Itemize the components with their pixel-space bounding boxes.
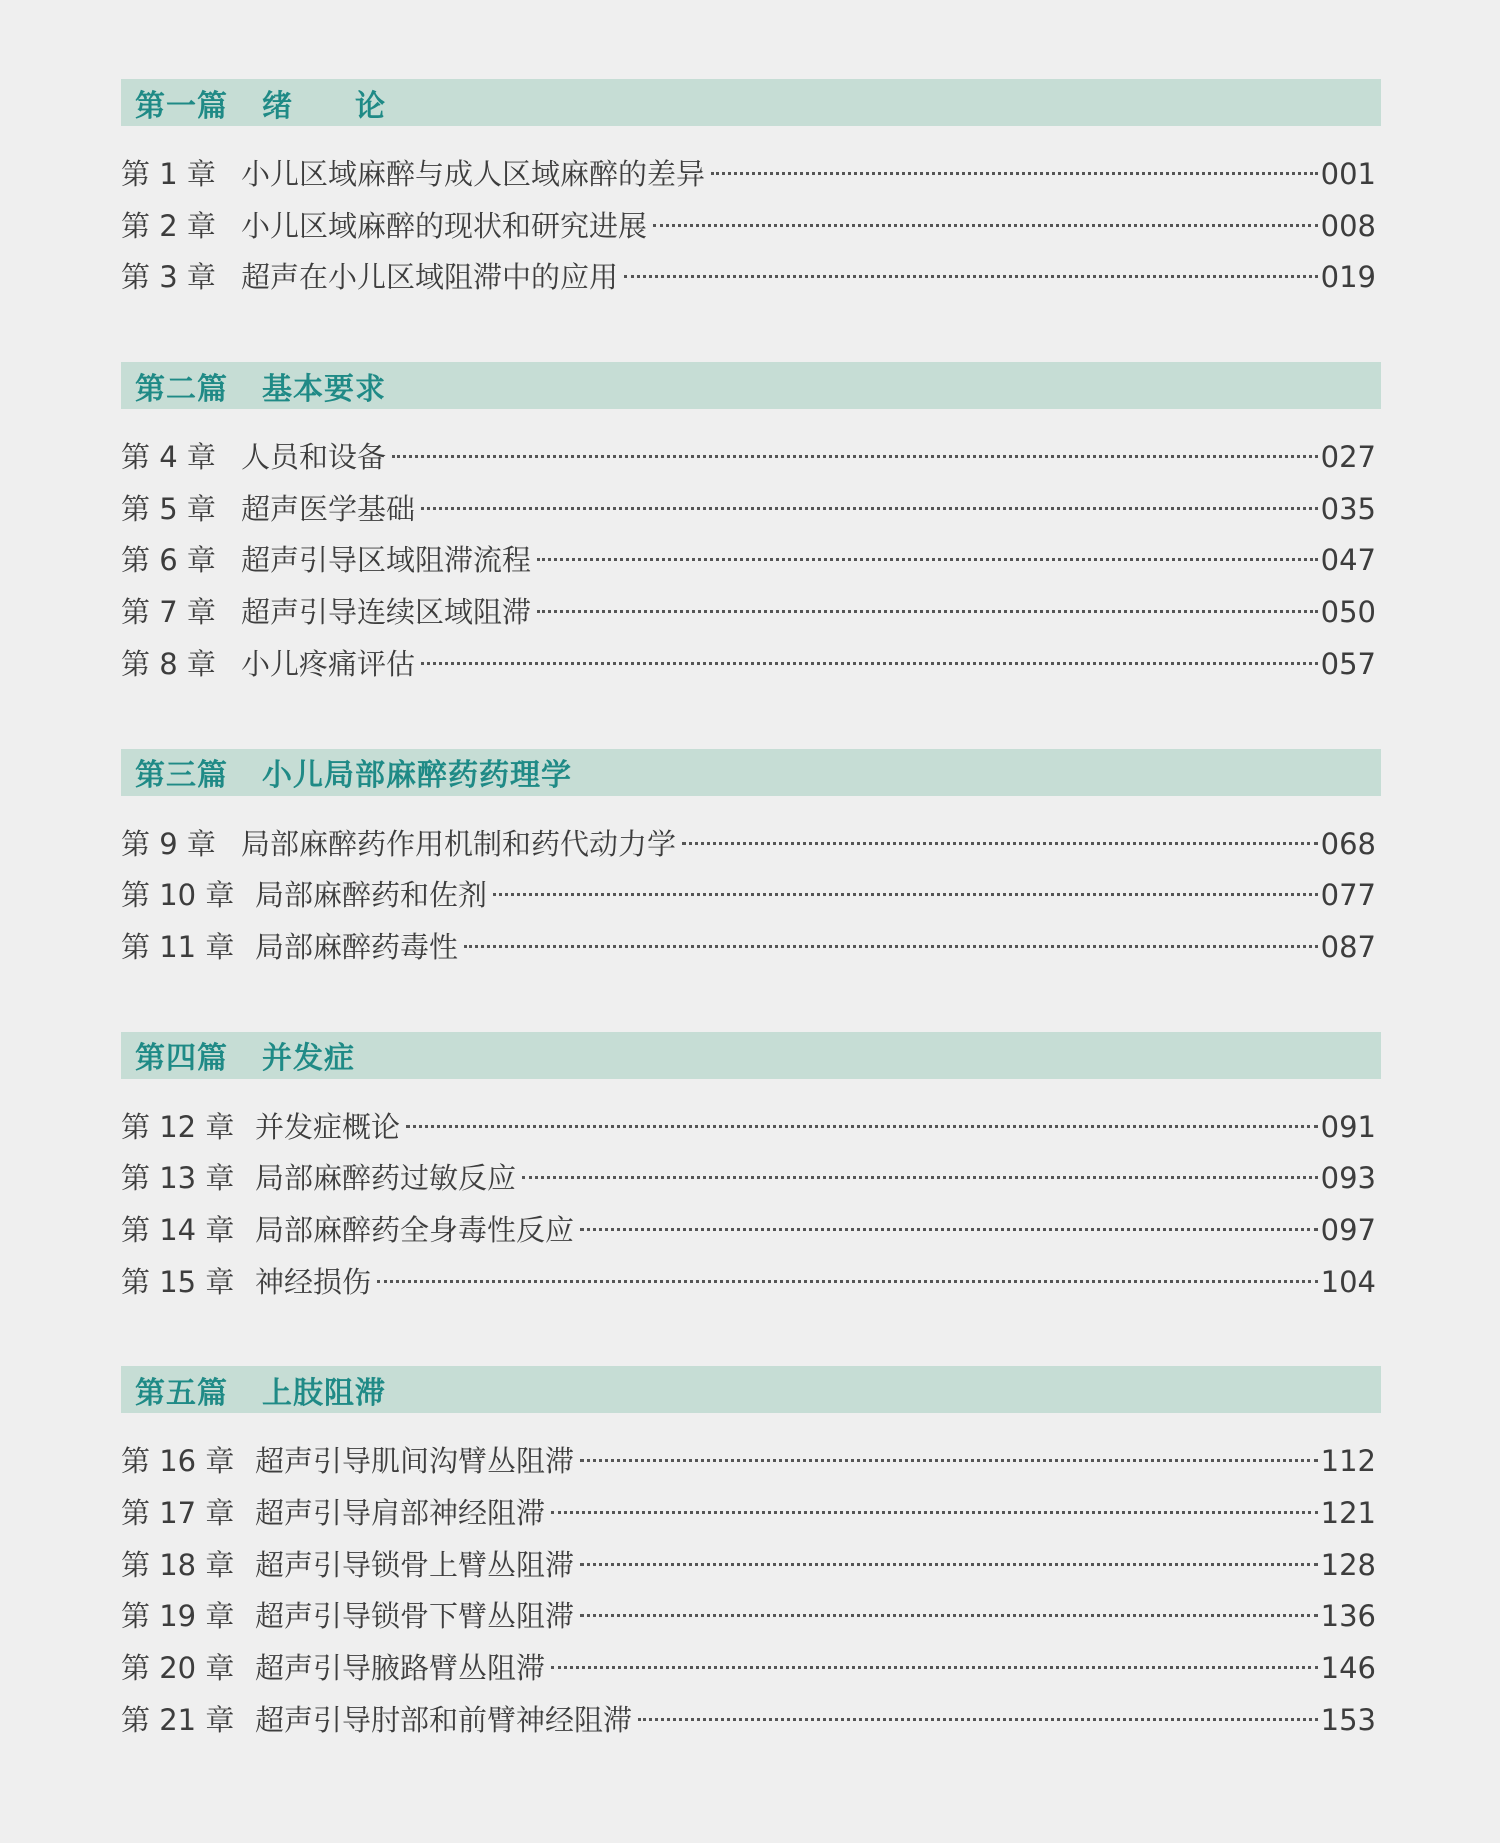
part-header (121, 79, 1381, 126)
chapter-title: 人员和设备 (241, 440, 387, 475)
dot-leader (493, 893, 1318, 896)
part-header (121, 1032, 1381, 1079)
part-number: 第二篇 (135, 371, 228, 407)
page-number: 104 (1320, 1264, 1376, 1299)
dot-leader (377, 1280, 1318, 1283)
page-number: 128 (1320, 1547, 1376, 1582)
chapter-title: 超声引导肘部和前臂神经阻滞 (255, 1702, 633, 1737)
chapter-title: 超声引导肌间沟臂丛阻滞 (255, 1444, 575, 1479)
page-number: 097 (1320, 1212, 1376, 1247)
part-1 (121, 79, 1381, 307)
chapter-number: 第 6 章 (121, 543, 216, 578)
dot-leader (580, 1228, 1318, 1231)
chapter-entry[interactable] (121, 1208, 1376, 1260)
part-2 (121, 362, 1381, 693)
page-number: 146 (1320, 1651, 1376, 1686)
chapter-entry[interactable] (121, 1698, 1376, 1750)
chapter-title: 超声在小儿区域阻滞中的应用 (241, 260, 619, 295)
dot-leader (580, 1563, 1318, 1566)
chapter-title: 并发症概论 (255, 1109, 401, 1144)
dot-leader (653, 224, 1318, 227)
chapter-entry[interactable] (121, 255, 1376, 307)
chapter-title: 局部麻醉药全身毒性反应 (255, 1212, 575, 1247)
dot-leader (682, 842, 1318, 845)
dot-leader (580, 1459, 1318, 1462)
chapter-number: 第 9 章 (121, 826, 216, 861)
part-title: 基本要求 (262, 371, 386, 407)
dot-leader (537, 610, 1318, 613)
page-number: 019 (1320, 260, 1376, 295)
chapter-entry[interactable] (121, 487, 1376, 539)
chapter-entry[interactable] (121, 1156, 1376, 1208)
part-number: 第五篇 (135, 1375, 228, 1411)
chapter-title: 超声引导锁骨下臂丛阻滞 (255, 1599, 575, 1634)
chapter-entry[interactable] (121, 642, 1376, 694)
part-3 (121, 749, 1381, 977)
page-number: 112 (1320, 1444, 1376, 1479)
chapter-title: 超声引导肩部神经阻滞 (255, 1496, 546, 1530)
chapter-list (121, 1079, 1381, 1312)
chapter-title: 小儿疼痛评估 (241, 646, 416, 681)
chapter-number: 第 15 章 (121, 1264, 235, 1299)
chapter-title: 局部麻醉药和佐剂 (255, 878, 488, 913)
chapter-title: 超声引导腋路臂丛阻滞 (255, 1651, 546, 1686)
chapter-title: 超声引导锁骨上臂丛阻滞 (255, 1547, 575, 1582)
page-number: 050 (1320, 595, 1376, 630)
chapter-entry[interactable] (121, 925, 1376, 977)
dot-leader (551, 1666, 1318, 1669)
chapter-number: 第 2 章 (121, 208, 216, 243)
chapter-entry[interactable] (121, 1491, 1376, 1543)
chapter-title: 局部麻醉药毒性 (255, 929, 459, 964)
page-number: 136 (1320, 1599, 1376, 1634)
dot-leader (638, 1718, 1318, 1721)
chapter-number: 第 1 章 (121, 157, 216, 191)
chapter-entry[interactable] (121, 590, 1376, 642)
dot-leader (537, 558, 1318, 561)
part-4 (121, 1032, 1381, 1312)
chapter-title: 超声引导区域阻滞流程 (241, 543, 532, 578)
chapter-number: 第 11 章 (121, 929, 235, 964)
page-number: 091 (1320, 1109, 1376, 1144)
dot-leader (421, 662, 1318, 665)
dot-leader (406, 1125, 1318, 1128)
part-number: 第四篇 (135, 1041, 228, 1077)
chapter-title: 超声医学基础 (241, 491, 416, 526)
chapter-number: 第 5 章 (121, 491, 216, 526)
chapter-title: 神经损伤 (255, 1264, 372, 1299)
dot-leader (624, 275, 1318, 278)
chapter-entry[interactable] (121, 1594, 1376, 1646)
chapter-title: 小儿区域麻醉与成人区域麻醉的差异 (241, 157, 706, 191)
dot-leader (464, 945, 1318, 948)
chapter-number: 第 17 章 (121, 1496, 235, 1530)
chapter-number: 第 21 章 (121, 1702, 235, 1737)
chapter-title: 超声引导连续区域阻滞 (241, 595, 532, 630)
chapter-number: 第 7 章 (121, 595, 216, 630)
chapter-number: 第 13 章 (121, 1161, 235, 1196)
page-number: 153 (1320, 1702, 1376, 1737)
dot-leader (711, 172, 1318, 175)
chapter-entry[interactable] (121, 822, 1376, 874)
part-number: 第一篇 (135, 88, 228, 124)
dot-leader (421, 507, 1318, 510)
dot-leader (522, 1176, 1318, 1179)
chapter-entry[interactable] (121, 152, 1376, 204)
page-number: 077 (1320, 878, 1376, 913)
chapter-entry[interactable] (121, 1260, 1376, 1312)
dot-leader (551, 1511, 1318, 1514)
part-header (121, 749, 1381, 796)
chapter-entry[interactable] (121, 538, 1376, 590)
chapter-entry[interactable] (121, 1543, 1376, 1595)
chapter-list (121, 126, 1381, 307)
chapter-title: 局部麻醉药作用机制和药代动力学 (241, 826, 677, 861)
part-number: 第三篇 (135, 758, 228, 793)
page-number: 047 (1320, 543, 1376, 578)
page-number: 027 (1320, 440, 1376, 475)
chapter-number: 第 12 章 (121, 1109, 235, 1144)
chapter-entry[interactable] (121, 435, 1376, 487)
part-title: 并发症 (262, 1041, 355, 1077)
part-title: 绪 论 (262, 88, 386, 124)
chapter-list (121, 796, 1381, 977)
chapter-title: 小儿区域麻醉的现状和研究进展 (241, 208, 648, 243)
page-number: 057 (1320, 646, 1376, 681)
chapter-list (121, 1413, 1381, 1749)
chapter-entry[interactable] (121, 204, 1376, 256)
chapter-number: 第 19 章 (121, 1599, 235, 1634)
chapter-number: 第 8 章 (121, 646, 216, 681)
chapter-entry[interactable] (121, 1439, 1376, 1491)
chapter-number: 第 4 章 (121, 440, 216, 475)
chapter-title: 局部麻醉药过敏反应 (255, 1161, 517, 1196)
part-title: 上肢阻滞 (262, 1375, 386, 1411)
chapter-number: 第 3 章 (121, 260, 216, 295)
page-number: 035 (1320, 491, 1376, 526)
part-header (121, 362, 1381, 409)
chapter-number: 第 18 章 (121, 1547, 235, 1582)
page-number: 068 (1320, 826, 1376, 861)
dot-leader (392, 455, 1318, 458)
part-5 (121, 1366, 1381, 1749)
page-number: 093 (1320, 1161, 1376, 1196)
dot-leader (580, 1614, 1318, 1617)
chapter-entry[interactable] (121, 1105, 1376, 1157)
page-number: 087 (1320, 929, 1376, 964)
chapter-number: 第 16 章 (121, 1444, 235, 1479)
chapter-number: 第 20 章 (121, 1651, 235, 1686)
part-title: 小儿局部麻醉药药理学 (262, 758, 572, 793)
chapter-number: 第 10 章 (121, 878, 235, 913)
page-number: 121 (1320, 1496, 1376, 1530)
chapter-entry[interactable] (121, 1646, 1376, 1698)
part-header (121, 1366, 1381, 1413)
page-number: 008 (1320, 208, 1376, 243)
chapter-list (121, 409, 1381, 693)
chapter-entry[interactable] (121, 873, 1376, 925)
chapter-number: 第 14 章 (121, 1212, 235, 1247)
table-of-contents (121, 79, 1381, 1749)
page-number: 001 (1320, 157, 1376, 191)
